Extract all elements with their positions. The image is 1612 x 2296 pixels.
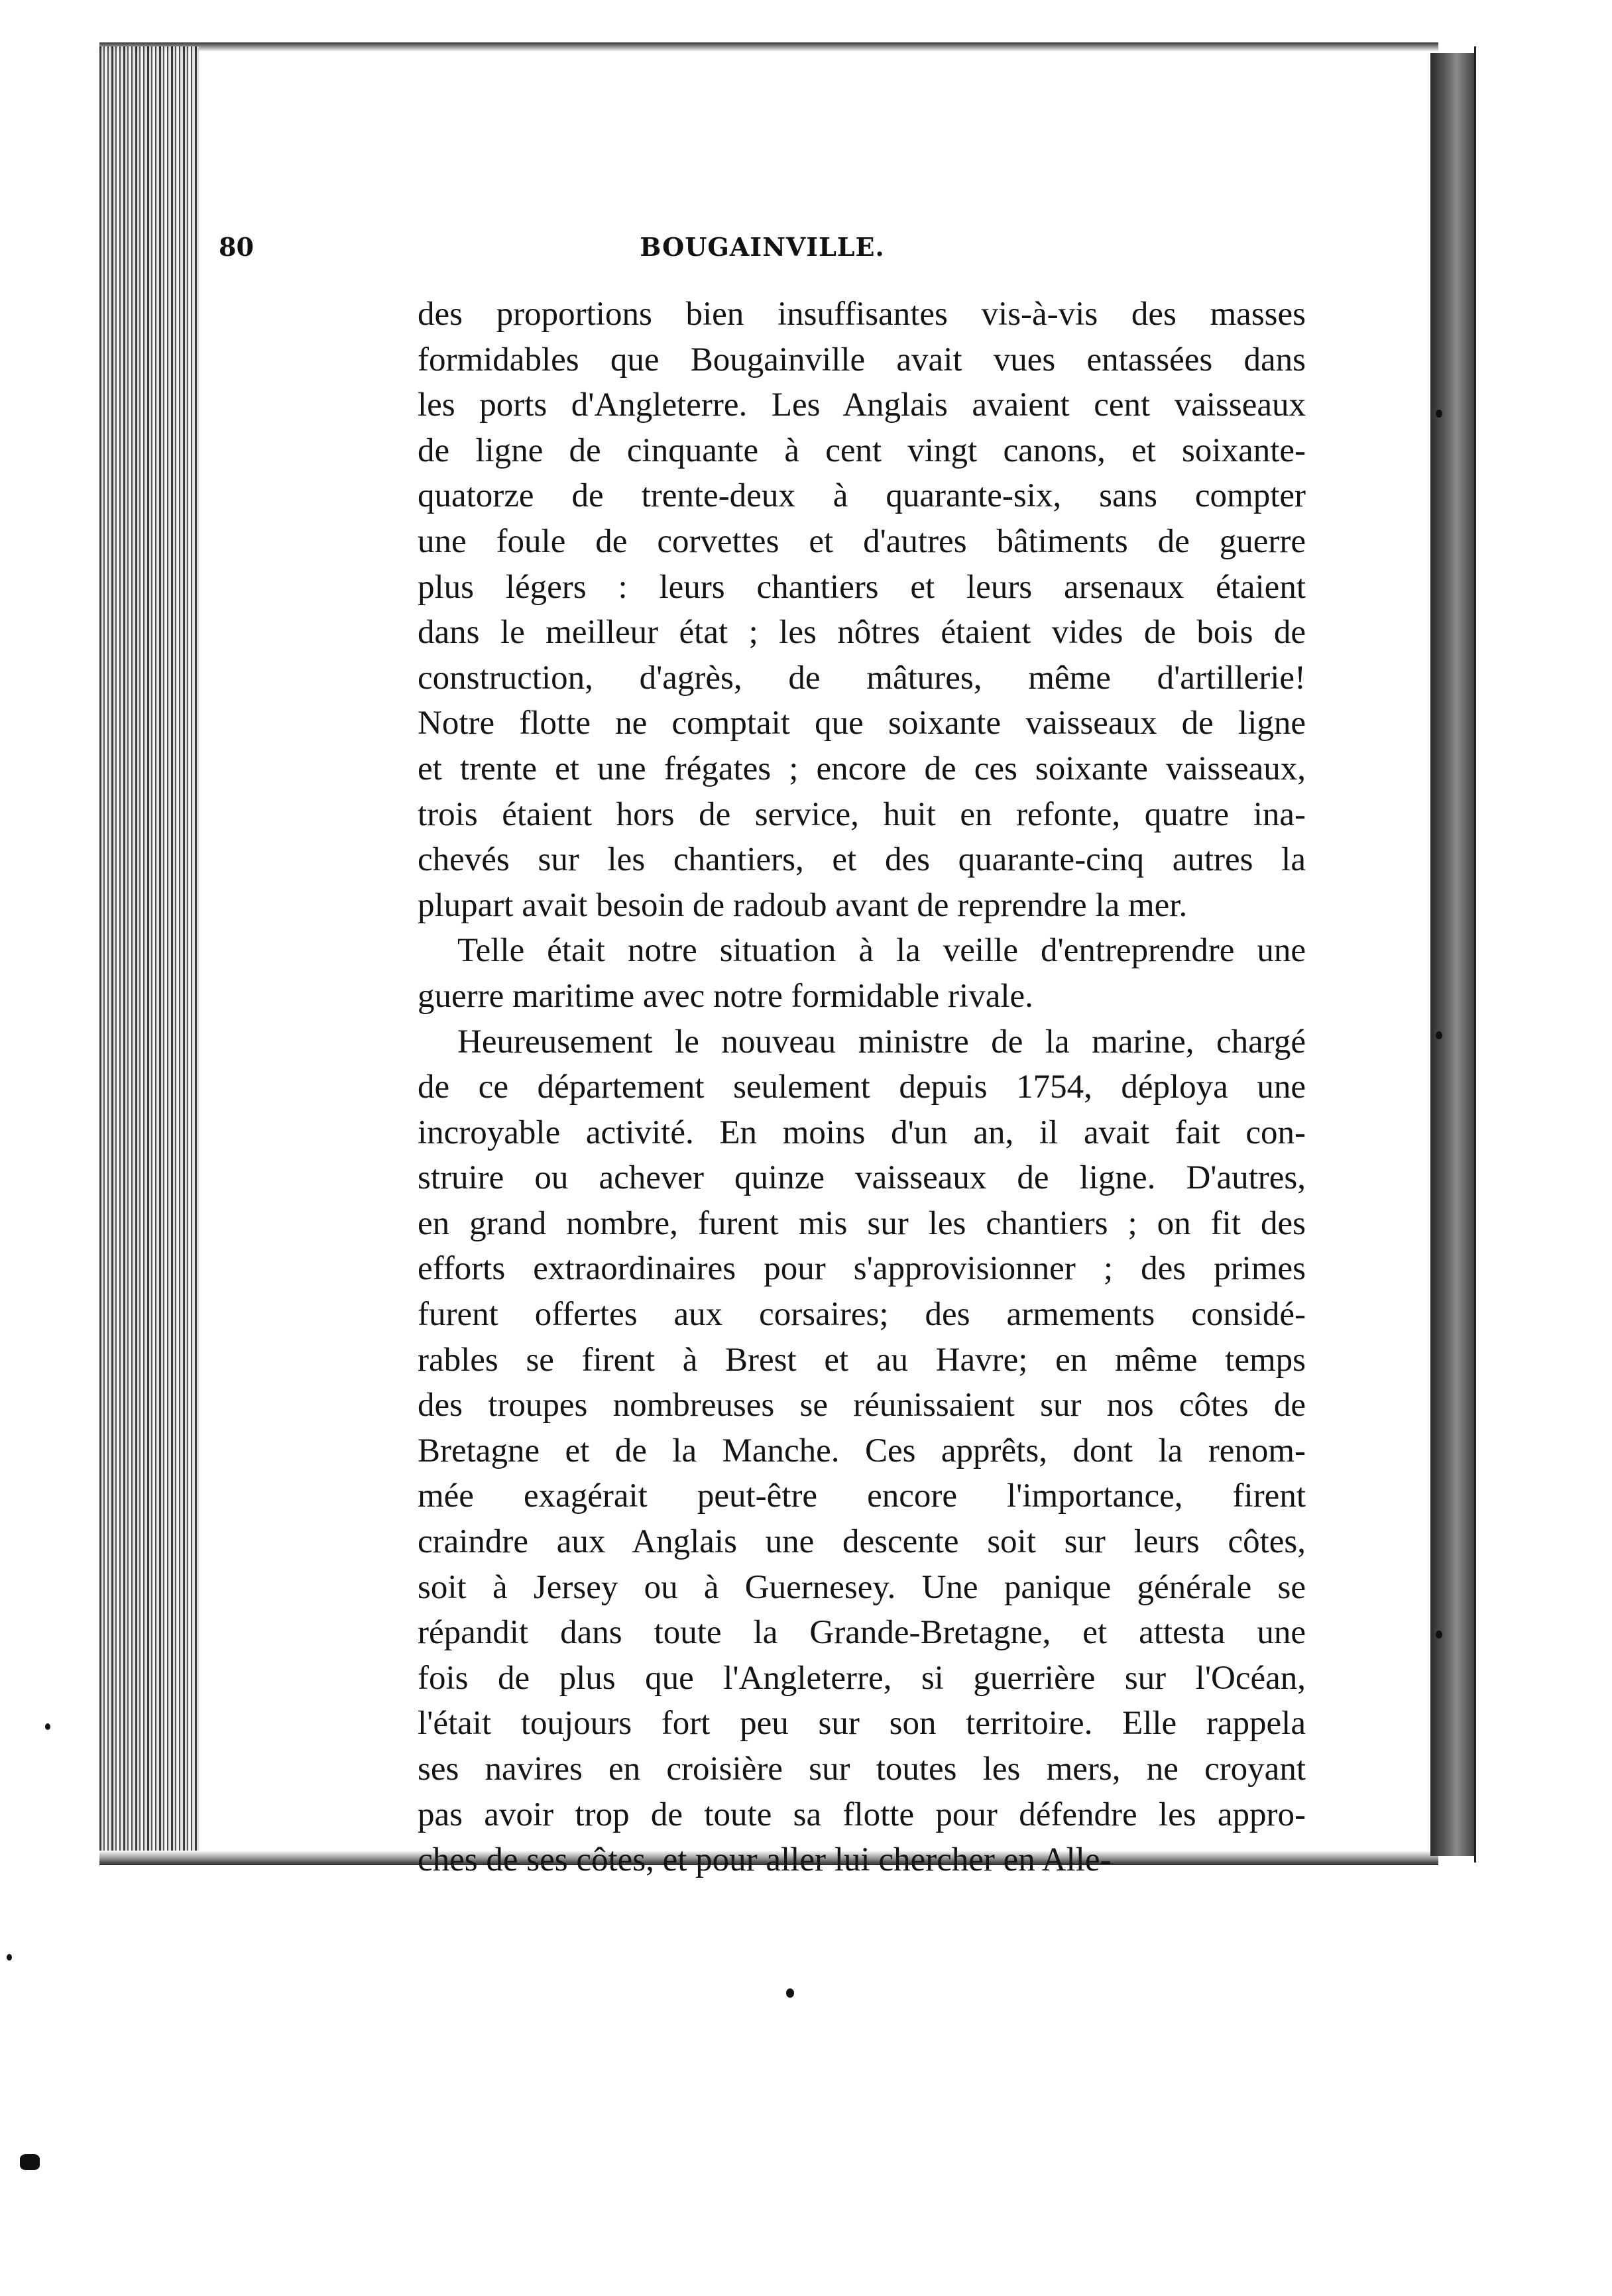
page-edges-stack [99, 46, 199, 1856]
text-line: craindre aux Anglais une descente soit sur leurs côtes, [418, 1523, 1306, 1561]
scan-speck [1436, 1031, 1442, 1039]
text-line: rables se firent à Brest et au Havre; en même temps [418, 1341, 1306, 1379]
text-line: Heureusement le nouveau ministre de la marine, chargé [457, 1023, 1306, 1061]
text-line: ses navires en croisière sur toutes les mers, ne croyant [418, 1751, 1306, 1788]
text-line: et trente et une frégates ; encore de ces soixante vaisseaux, [418, 750, 1306, 787]
scan-speck [1436, 1631, 1442, 1638]
text-line: quatorze de trente-deux à quarante-six, sans compter [418, 477, 1306, 515]
text-line: incroyable activité. En moins d'un an, il avait fait con- [418, 1114, 1306, 1151]
text-line: chevés sur les chantiers, et des quarante-cinq autres la [418, 841, 1306, 879]
text-line: plupart avait besoin de radoub avant de reprendre la mer. [418, 886, 1188, 924]
paragraph [418, 1019, 1306, 1883]
text-line: soit à Jersey ou à Guernesey. Une panique générale se [418, 1568, 1306, 1606]
scan-speck [786, 1988, 794, 1998]
text-line: trois étaient hors de service, huit en refonte, quatre ina- [418, 795, 1306, 833]
text-line: mée exagérait peut-être encore l'importance, firent [418, 1477, 1306, 1515]
text-line: les ports d'Angleterre. Les Anglais avaient cent vaisseaux [418, 386, 1306, 424]
text-line: Notre flotte ne comptait que soixante vaisseaux de ligne [418, 705, 1306, 742]
text-line: formidables que Bougainville avait vues entassées dans [418, 341, 1306, 378]
text-line: fois de plus que l'Angleterre, si guerrière sur l'Océan, [418, 1659, 1306, 1697]
text-line: de ce département seulement depuis 1754, déploya une [418, 1068, 1306, 1106]
text-line: Telle était notre situation à la veille d'entreprendre une [457, 932, 1306, 970]
text-line: construction, d'agrès, de mâtures, même d'artillerie! [418, 659, 1306, 697]
body-text [418, 292, 1306, 1883]
text-line: pas avoir trop de toute sa flotte pour défendre les appro- [418, 1796, 1306, 1833]
text-line: des troupes nombreuses se réunissaient sur nos côtes de [418, 1387, 1306, 1424]
scan-speck [7, 1954, 12, 1961]
scan-speck [1436, 410, 1442, 418]
text-line: furent offertes aux corsaires; des armements considé- [418, 1296, 1306, 1334]
paragraph [418, 928, 1306, 1019]
text-line: plus légers : leurs chantiers et leurs arsenaux étaient [418, 568, 1306, 606]
facing-page-edge [1474, 46, 1612, 1863]
text-line: des proportions bien insuffisantes vis-à-vis des masses [418, 296, 1306, 333]
text-line: de ligne de cinquante à cent vingt canons, et soixante- [418, 431, 1306, 469]
text-line: Bretagne et de la Manche. Ces apprêts, dont la renom- [418, 1432, 1306, 1469]
page-number: 80 [219, 232, 254, 262]
text-line: dans le meilleur état ; les nôtres étaient vides de bois de [418, 614, 1306, 652]
page-edge-top [99, 42, 1438, 52]
book-gutter [1430, 53, 1474, 1856]
scan-speck [45, 1723, 50, 1730]
text-line: l'était toujours fort peu sur son territoire. Elle rappela [418, 1705, 1306, 1743]
text-line: guerre maritime avec notre formidable rivale. [418, 977, 1033, 1015]
running-head [219, 232, 1306, 272]
text-line: ches de ses côtes, et pour aller lui chercher en Alle- [418, 1841, 1112, 1879]
text-line: en grand nombre, furent mis sur les chantiers ; on fit des [418, 1204, 1306, 1242]
running-title: BOUGAINVILLE. [640, 232, 885, 262]
scan-speck [20, 2154, 40, 2170]
text-line: répandit dans toute la Grande-Bretagne, et attesta une [418, 1614, 1306, 1652]
paragraph [418, 292, 1306, 928]
text-line: une foule de corvettes et d'autres bâtiments de guerre [418, 522, 1306, 560]
text-line: efforts extraordinaires pour s'approvisionner ; des primes [418, 1250, 1306, 1288]
text-line: struire ou achever quinze vaisseaux de ligne. D'autres, [418, 1159, 1306, 1197]
